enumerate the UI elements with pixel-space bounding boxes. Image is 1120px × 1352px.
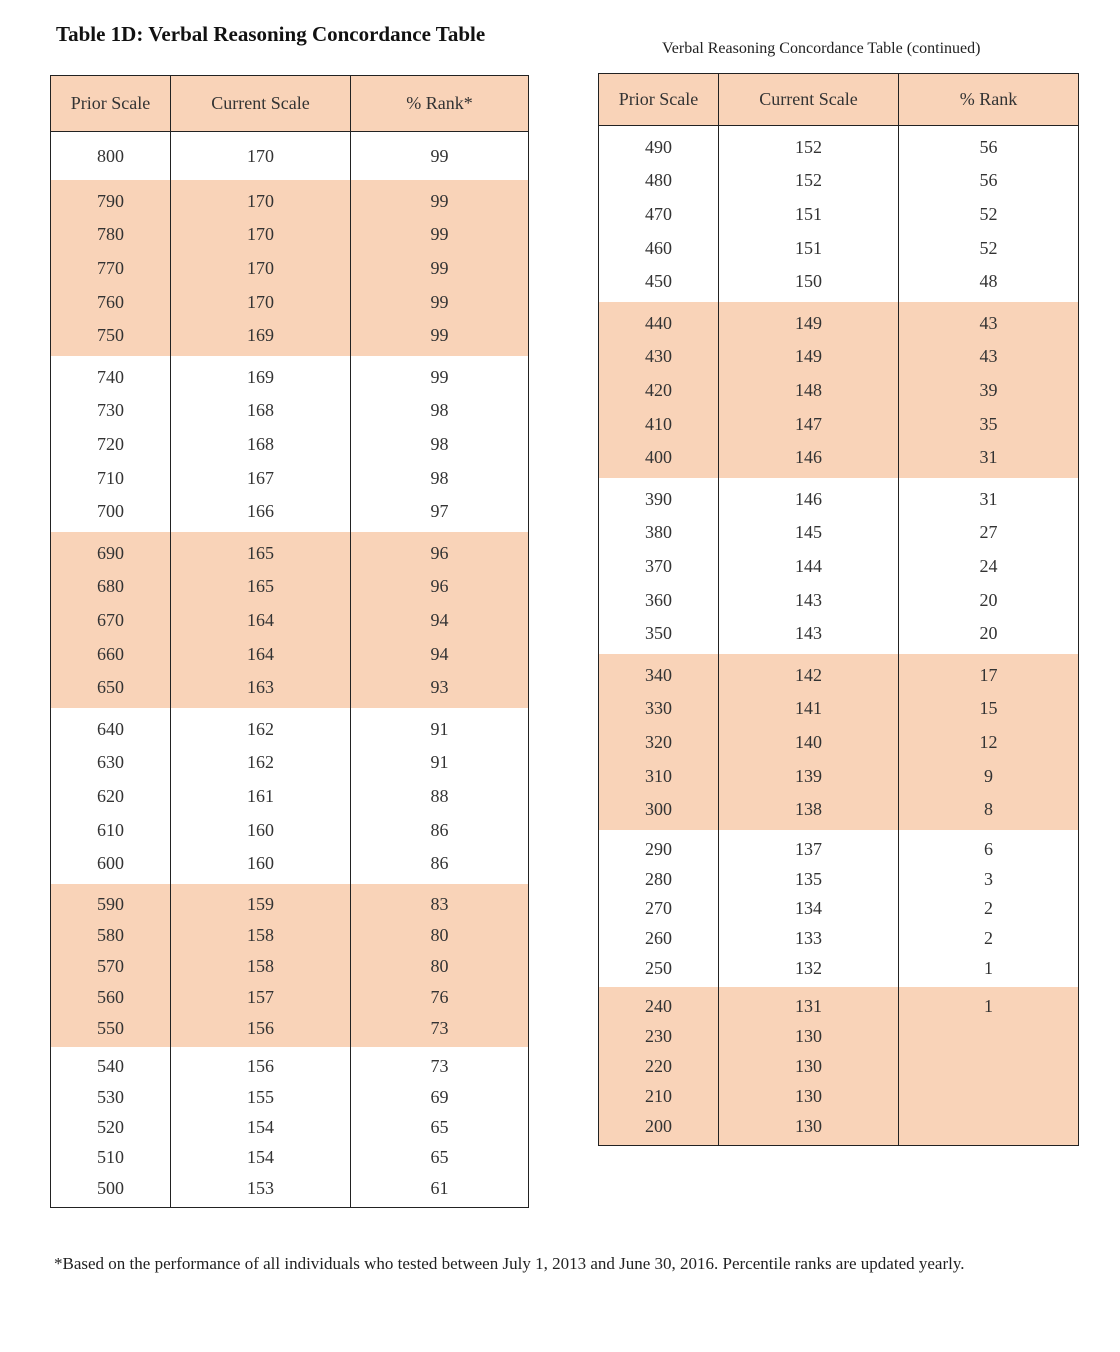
table-cell: 410 <box>645 413 672 434</box>
table-cell: 151 <box>795 237 822 258</box>
table-cell: 164 <box>247 609 274 630</box>
table-cell: 740 <box>97 366 124 387</box>
table-cell: 170 <box>247 224 274 245</box>
current-scale-column <box>719 302 899 478</box>
table-band <box>599 987 1078 1145</box>
table-cell: 151 <box>795 203 822 224</box>
table-cell: 400 <box>645 447 672 468</box>
table-cell: 143 <box>795 623 822 644</box>
table-cell: 9 <box>984 765 993 786</box>
table-cell: 610 <box>97 819 124 840</box>
table-cell: 73 <box>430 1017 449 1038</box>
table-cell: 86 <box>430 819 449 840</box>
table-cell: 99 <box>430 366 449 387</box>
table-cell: 161 <box>247 785 274 806</box>
table-cell: 165 <box>247 542 274 563</box>
table-cell: 470 <box>645 203 672 224</box>
table-cell: 39 <box>979 379 998 400</box>
rank-column <box>351 708 528 884</box>
table-cell: 20 <box>979 589 998 610</box>
prior-scale-column <box>599 478 719 654</box>
table-cell <box>986 1117 991 1135</box>
table-cell: 15 <box>979 698 998 719</box>
table-cell: 137 <box>795 838 822 859</box>
table-cell: 153 <box>247 1177 274 1198</box>
table-cell: 162 <box>247 718 274 739</box>
table-cell: 133 <box>795 928 822 949</box>
table-header <box>599 74 1078 126</box>
table-cell: 139 <box>795 765 822 786</box>
table-cell: 350 <box>645 623 672 644</box>
table-band <box>51 708 528 884</box>
current-scale-column <box>171 1047 351 1207</box>
table-cell: 86 <box>430 853 449 874</box>
table-cell: 760 <box>97 291 124 312</box>
table-cell: 530 <box>97 1086 124 1107</box>
header-current-scale: Current Scale <box>171 76 351 131</box>
table-cell: 270 <box>645 898 672 919</box>
table-cell: 80 <box>430 955 449 976</box>
table-cell: 210 <box>645 1086 672 1106</box>
current-scale-column <box>719 830 899 987</box>
table-cell: 169 <box>247 325 274 346</box>
table-cell: 170 <box>247 257 274 278</box>
table-cell: 69 <box>430 1086 449 1107</box>
current-scale-column <box>171 356 351 532</box>
table-cell: 8 <box>984 799 993 820</box>
table-cell: 65 <box>430 1116 449 1137</box>
table-cell: 146 <box>795 488 822 509</box>
table-cell: 680 <box>97 576 124 597</box>
table-cell: 750 <box>97 325 124 346</box>
table-cell: 480 <box>645 170 672 191</box>
rank-column <box>351 180 528 356</box>
rank-column <box>899 478 1078 654</box>
table-cell: 131 <box>795 996 822 1016</box>
table-cell: 96 <box>430 542 449 563</box>
table-cell: 450 <box>645 271 672 292</box>
table-cell: 148 <box>795 379 822 400</box>
table-cell: 97 <box>430 501 449 522</box>
table-cell: 145 <box>795 522 822 543</box>
table-band <box>599 654 1078 830</box>
table-cell: 12 <box>979 731 998 752</box>
table-cell: 660 <box>97 643 124 664</box>
prior-scale-column <box>599 654 719 830</box>
table-cell: 440 <box>645 312 672 333</box>
prior-scale-column <box>599 987 719 1145</box>
table-band <box>51 180 528 356</box>
table-band <box>599 478 1078 654</box>
table-cell: 135 <box>795 868 822 889</box>
rank-column <box>351 532 528 708</box>
table-cell: 730 <box>97 400 124 421</box>
table-cell: 600 <box>97 853 124 874</box>
header-current-scale: Current Scale <box>719 74 899 125</box>
table-cell: 700 <box>97 501 124 522</box>
table-cell: 20 <box>979 623 998 644</box>
current-scale-column <box>171 132 351 180</box>
header-prior-scale: Prior Scale <box>599 74 719 125</box>
table-cell: 149 <box>795 346 822 367</box>
table-cell: 540 <box>97 1056 124 1077</box>
table-cell: 570 <box>97 955 124 976</box>
table-cell: 158 <box>247 955 274 976</box>
prior-scale-column <box>51 132 171 180</box>
table-cell: 146 <box>795 447 822 468</box>
table-band <box>599 126 1078 302</box>
table-cell: 143 <box>795 589 822 610</box>
table-cell: 154 <box>247 1116 274 1137</box>
table-cell: 80 <box>430 924 449 945</box>
table-band <box>51 356 528 532</box>
table-cell: 130 <box>795 1086 822 1106</box>
table-cell: 61 <box>430 1177 449 1198</box>
table-cell: 800 <box>97 146 124 166</box>
table-cell: 134 <box>795 898 822 919</box>
table-cell: 620 <box>97 785 124 806</box>
table-cell: 88 <box>430 785 449 806</box>
table-cell: 710 <box>97 467 124 488</box>
table-cell: 230 <box>645 1026 672 1046</box>
table-cell: 24 <box>979 555 998 576</box>
table-cell: 91 <box>430 752 449 773</box>
table-cell: 200 <box>645 1116 672 1136</box>
rank-column <box>899 126 1078 302</box>
table-cell: 142 <box>795 664 822 685</box>
prior-scale-column <box>51 180 171 356</box>
table-cell: 27 <box>979 522 998 543</box>
table-cell: 390 <box>645 488 672 509</box>
prior-scale-column <box>599 302 719 478</box>
prior-scale-column <box>51 884 171 1047</box>
table-cell: 56 <box>979 170 998 191</box>
table-cell: 250 <box>645 958 672 979</box>
table-cell: 790 <box>97 190 124 211</box>
table-cell: 370 <box>645 555 672 576</box>
table-cell: 83 <box>430 893 449 914</box>
prior-scale-column <box>599 126 719 302</box>
table-cell: 260 <box>645 928 672 949</box>
table-cell: 240 <box>645 996 672 1016</box>
rank-column <box>899 654 1078 830</box>
table-cell: 31 <box>979 447 998 468</box>
table-cell: 2 <box>984 928 993 949</box>
table-cell: 52 <box>979 237 998 258</box>
table-cell: 91 <box>430 718 449 739</box>
table-cell: 98 <box>430 467 449 488</box>
table-cell: 150 <box>795 271 822 292</box>
table-cell: 166 <box>247 501 274 522</box>
table-cell: 156 <box>247 1017 274 1038</box>
table-cell: 320 <box>645 731 672 752</box>
table-cell: 99 <box>430 325 449 346</box>
table-cell: 76 <box>430 986 449 1007</box>
table-cell <box>986 1087 991 1105</box>
table-cell: 140 <box>795 731 822 752</box>
table-cell: 220 <box>645 1056 672 1076</box>
table-cell: 430 <box>645 346 672 367</box>
table-cell: 158 <box>247 924 274 945</box>
table-cell: 156 <box>247 1056 274 1077</box>
table-cell: 56 <box>979 136 998 157</box>
table-cell: 43 <box>979 346 998 367</box>
table-cell: 160 <box>247 853 274 874</box>
table-cell: 630 <box>97 752 124 773</box>
table-cell: 154 <box>247 1147 274 1168</box>
prior-scale-column <box>51 532 171 708</box>
current-scale-column <box>171 532 351 708</box>
prior-scale-column <box>51 356 171 532</box>
table-cell: 167 <box>247 467 274 488</box>
table-cell: 48 <box>979 271 998 292</box>
current-scale-column <box>719 654 899 830</box>
table-cell: 138 <box>795 799 822 820</box>
table-cell: 99 <box>430 224 449 245</box>
table-cell: 510 <box>97 1147 124 1168</box>
table-cell: 65 <box>430 1147 449 1168</box>
table-cell: 155 <box>247 1086 274 1107</box>
right-concordance-table <box>598 73 1079 1146</box>
table-cell: 460 <box>645 237 672 258</box>
table-cell: 144 <box>795 555 822 576</box>
table-cell: 152 <box>795 136 822 157</box>
table-cell: 720 <box>97 433 124 454</box>
prior-scale-column <box>599 830 719 987</box>
table-cell: 94 <box>430 643 449 664</box>
table-band <box>599 302 1078 478</box>
table-cell: 99 <box>430 291 449 312</box>
table-cell: 640 <box>97 718 124 739</box>
table-cell: 550 <box>97 1017 124 1038</box>
table-cell: 3 <box>984 868 993 889</box>
table-cell: 31 <box>979 488 998 509</box>
table-cell: 290 <box>645 838 672 859</box>
table-cell: 580 <box>97 924 124 945</box>
table-band <box>51 532 528 708</box>
table-band <box>51 1047 528 1207</box>
table-cell: 52 <box>979 203 998 224</box>
rank-column <box>351 132 528 180</box>
table-cell: 2 <box>984 898 993 919</box>
header-rank: % Rank* <box>406 93 473 113</box>
table-cell: 169 <box>247 366 274 387</box>
table-band <box>51 884 528 1047</box>
table-cell: 770 <box>97 257 124 278</box>
table-cell <box>986 1057 991 1075</box>
table-cell: 35 <box>979 413 998 434</box>
table-cell: 500 <box>97 1177 124 1198</box>
table-cell: 164 <box>247 643 274 664</box>
table-cell: 43 <box>979 312 998 333</box>
table-cell: 73 <box>430 1056 449 1077</box>
rank-column <box>351 1047 528 1207</box>
current-scale-column <box>171 180 351 356</box>
table-cell: 300 <box>645 799 672 820</box>
table-cell: 560 <box>97 986 124 1007</box>
table-cell: 380 <box>645 522 672 543</box>
table-cell: 132 <box>795 958 822 979</box>
table-cell: 159 <box>247 893 274 914</box>
table-cell: 780 <box>97 224 124 245</box>
table-cell: 162 <box>247 752 274 773</box>
table-cell: 149 <box>795 312 822 333</box>
table-cell: 520 <box>97 1116 124 1137</box>
table-cell: 99 <box>430 257 449 278</box>
table-cell: 96 <box>430 576 449 597</box>
table-header <box>51 76 528 132</box>
table-cell: 98 <box>430 433 449 454</box>
rank-column <box>351 356 528 532</box>
table-band <box>599 830 1078 987</box>
table-cell: 170 <box>247 146 274 166</box>
table-cell: 163 <box>247 677 274 698</box>
table-cell: 1 <box>984 958 993 979</box>
table-band <box>51 132 528 180</box>
prior-scale-column <box>51 1047 171 1207</box>
table-cell: 17 <box>979 664 998 685</box>
table-cell: 168 <box>247 400 274 421</box>
table-cell: 6 <box>984 838 993 859</box>
table-cell: 330 <box>645 698 672 719</box>
table-cell: 360 <box>645 589 672 610</box>
footnote: *Based on the performance of all individuals who tested between July 1, 2013 and June 30, 2016. Percentile ranks are updated yearly. <box>54 1254 965 1273</box>
table-cell: 170 <box>247 190 274 211</box>
table-cell: 157 <box>247 986 274 1007</box>
table-cell: 420 <box>645 379 672 400</box>
table-cell: 1 <box>984 996 993 1016</box>
table-cell: 98 <box>430 400 449 421</box>
header-rank: % Rank <box>959 89 1018 109</box>
table-cell: 168 <box>247 433 274 454</box>
table-cell <box>986 1027 991 1045</box>
table-cell: 280 <box>645 868 672 889</box>
table-cell: 340 <box>645 664 672 685</box>
table-cell: 141 <box>795 698 822 719</box>
table-body <box>51 132 528 1207</box>
table-body <box>599 126 1078 1145</box>
table-cell: 130 <box>795 1026 822 1046</box>
current-scale-column <box>719 987 899 1145</box>
current-scale-column <box>171 708 351 884</box>
right-table-title: Verbal Reasoning Concordance Table (continued) <box>662 40 981 57</box>
table-cell: 650 <box>97 677 124 698</box>
table-cell: 94 <box>430 609 449 630</box>
table-cell: 490 <box>645 136 672 157</box>
prior-scale-column <box>51 708 171 884</box>
current-scale-column <box>171 884 351 1047</box>
rank-column <box>351 884 528 1047</box>
table-cell: 130 <box>795 1056 822 1076</box>
header-prior-scale: Prior Scale <box>51 76 171 131</box>
table-cell: 130 <box>795 1116 822 1136</box>
table-cell: 170 <box>247 291 274 312</box>
current-scale-column <box>719 478 899 654</box>
table-cell: 670 <box>97 609 124 630</box>
table-cell: 590 <box>97 893 124 914</box>
table-cell: 93 <box>430 677 449 698</box>
table-cell: 99 <box>430 190 449 211</box>
table-cell: 152 <box>795 170 822 191</box>
table-cell: 147 <box>795 413 822 434</box>
rank-column <box>899 302 1078 478</box>
rank-column <box>899 987 1078 1145</box>
table-cell: 690 <box>97 542 124 563</box>
left-concordance-table <box>50 75 529 1208</box>
rank-column <box>899 830 1078 987</box>
table-cell: 99 <box>430 146 449 166</box>
table-cell: 310 <box>645 765 672 786</box>
table-cell: 165 <box>247 576 274 597</box>
left-table-title: Table 1D: Verbal Reasoning Concordance Table <box>56 22 486 46</box>
table-cell: 160 <box>247 819 274 840</box>
current-scale-column <box>719 126 899 302</box>
